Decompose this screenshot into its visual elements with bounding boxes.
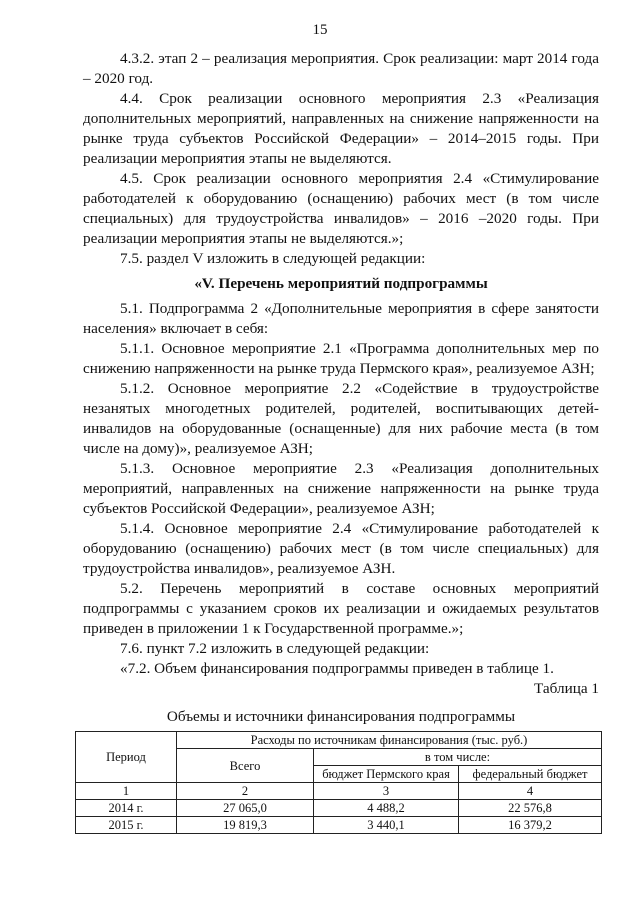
cell-total: 27 065,0 [177,800,314,817]
header-federal: федеральный бюджет [459,766,602,783]
cell-regional: 3 440,1 [314,817,459,834]
col-number: 4 [459,783,602,800]
col-number: 1 [76,783,177,800]
paragraph-5-1-2: 5.1.2. Основное мероприятие 2.2 «Содействие в трудоустройстве незанятых многодетных родителей, родителей, воспитывающих детей-инвалидов на оборудованные (оснащенные) для них рабочие места (в том числе на дому)», реализуемое АЗН; [83,380,599,457]
cell-period: 2015 г. [76,817,177,834]
table-row [76,817,602,834]
header-expenses: Расходы по источникам финансирования (тыс. руб.) [177,732,602,749]
paragraph-5-1-4: 5.1.4. Основное мероприятие 2.4 «Стимулирование работодателей к оборудованию (оснащению) рабочих мест (в том числе специальных) для трудоустройства инвалидов», реализуемое АЗН. [83,520,599,577]
cell-period: 2014 г. [76,800,177,817]
header-including: в том числе: [314,749,602,766]
table-caption: Объемы и источники финансирования подпрограммы [166,708,516,725]
cell-federal: 16 379,2 [459,817,602,834]
paragraph-4-3-2: 4.3.2. этап 2 – реализация мероприятия. Срок реализации: март 2014 года – 2020 год. [83,50,599,87]
paragraph-5-1: 5.1. Подпрограмма 2 «Дополнительные мероприятия в сфере занятости населения» включает в себя: [83,300,599,337]
table-label: Таблица 1 [534,680,599,697]
paragraph-7-2: «7.2. Объем финансирования подпрограммы приведен в таблице 1. [120,660,554,677]
col-number: 2 [177,783,314,800]
page-number: 15 [312,22,328,38]
table-header-row-1 [76,732,602,749]
cell-federal: 22 576,8 [459,800,602,817]
paragraph-5-2: 5.2. Перечень мероприятий в составе основных мероприятий подпрограммы с указанием сроков их реализации и ожидаемых результатов приведен в приложении 1 к Государственной программе.»; [83,580,599,637]
header-total: Всего [177,749,314,783]
table-number-row [76,783,602,800]
col-number: 3 [314,783,459,800]
header-period: Период [76,732,177,783]
financing-table [75,731,602,834]
section-heading: «V. Перечень мероприятий подпрограммы [194,275,488,292]
cell-regional: 4 488,2 [314,800,459,817]
table-row [76,800,602,817]
header-regional: бюджет Пермского края [314,766,459,783]
page-content [83,49,599,834]
paragraph-7-6: 7.6. пункт 7.2 изложить в следующей редакции: [120,640,430,657]
paragraph-5-1-3: 5.1.3. Основное мероприятие 2.3 «Реализация дополнительных мероприятий, направленных на снижение напряженности на рынке труда субъектов Российской Федерации», реализуемое АЗН; [83,460,599,517]
cell-total: 19 819,3 [177,817,314,834]
paragraph-4-5: 4.5. Срок реализации основного мероприятия 2.4 «Стимулирование работодателей к оборудованию (оснащению) рабочих мест (в том числе специальных) для трудоустройства инвалидов» – 2016 –2020 годы. При реализации мероприятия этапы не выделяются.»; [83,170,599,247]
paragraph-7-5: 7.5. раздел V изложить в следующей редакции: [120,250,426,267]
paragraph-4-4: 4.4. Срок реализации основного мероприятия 2.3 «Реализация дополнительных мероприятий, направленных на снижение напряженности на рынке труда субъектов Российской Федерации» – 2014–2015 годы. При реализации мероприятия этапы не выделяются. [83,90,599,167]
paragraph-5-1-1: 5.1.1. Основное мероприятие 2.1 «Программа дополнительных мер по снижению напряженности на рынке труда Пермского края», реализуемое АЗН; [83,340,599,377]
